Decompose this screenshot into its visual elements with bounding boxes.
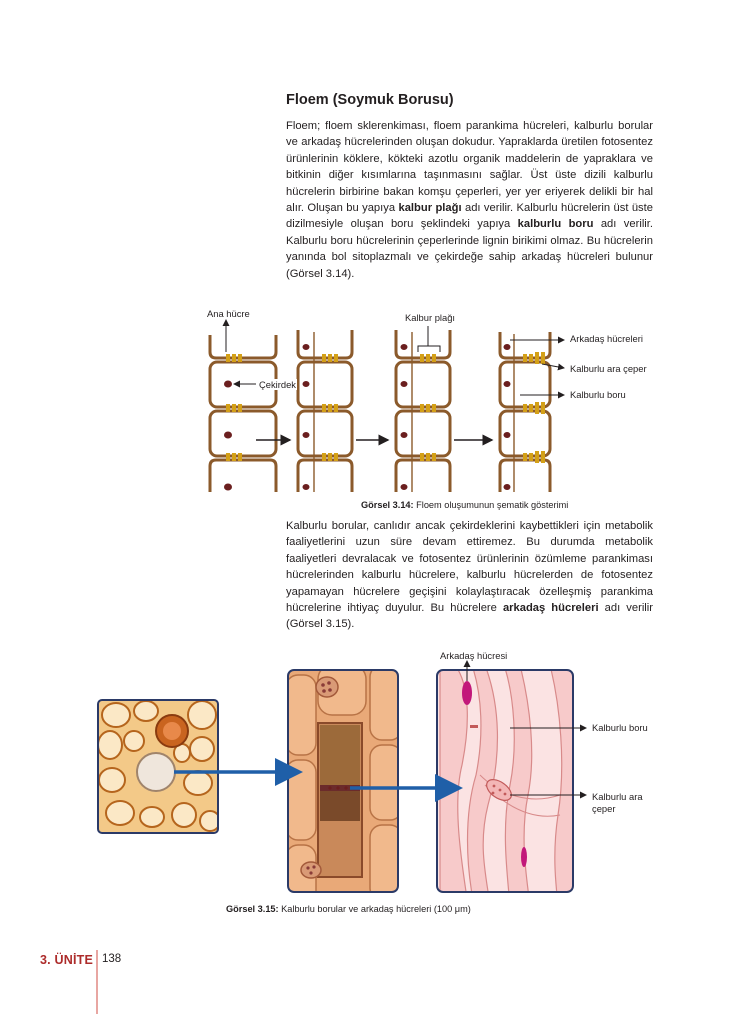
p2-term-arkadas-hucreleri: arkadaş hücreleri: [502, 602, 599, 615]
label-kalburlu-boru-2: Kalburlu boru: [592, 722, 648, 733]
stage-2-plates: [322, 354, 338, 461]
figure-3-14-caption: [361, 500, 568, 510]
sieve-tube-3d-image: [286, 665, 402, 900]
stage-1-nuclei: [224, 381, 232, 491]
stage-3-nuclei: [401, 344, 408, 490]
page-number: 138: [102, 953, 122, 965]
label-kalburlu-ara-line2: çeper: [592, 803, 616, 814]
micrograph-image: [98, 700, 220, 833]
label-cekirdek: Çekirdek: [259, 379, 296, 390]
p1-term-kalburlu-boru: kalburlu boru: [517, 218, 594, 231]
p1-text-1: Floem; floem sklerenkiması, floem parankima hücreleri, kalburlu borular ve arkadaş hücrelerinden oluşan dokudur. Yapraklarda üretilen fotosentez ürünlerinin köklere, kökteki azotlu organik maddelerin de yapraklara ve bitkinin diğer kısımlarına taşınmasını sağlar. Üst üste dizili kalburlu hücrelerin birbirine bakan komşu çeperleri, yer yer eriyerek delikli bir hal alır. Oluşan bu yapıya: [286, 120, 653, 215]
stage-1-column: [210, 335, 276, 492]
companion-cell-drawing-image: [437, 665, 576, 900]
p1-text-2: adı verilir. Kalburlu hücrelerin üst üste dizilmesiyle oluşan boru şeklindeki yapıya: [286, 202, 653, 231]
p2-text-2: adı verilir (Görsel 3.15).: [286, 602, 653, 631]
paragraph-arkadas-hucreleri: [286, 518, 653, 633]
figure-3-15-images: [90, 645, 690, 900]
p2-text-1: Kalburlu borular, canlıdır ancak çekirdeklerini kaybettikleri için metabolik faaliyetlerini uzun süre devam ettiremez. Bu durumda metabolik faaliyetleri devralacak ve fotosentez ürünlerinin özümleme parankiması hücrelerinden kalburlu hücrelere, kalburlu hücrelerden de fotosentez yapamayan hücrelere geçişini kolaylaştıracak özelleşmiş parankima hücrelerine ihtiyaç duyulur. Bu hücrelere: [286, 520, 653, 615]
figure-3-15-caption-text: Kalburlu borular ve arkadaş hücreleri (100 μm): [278, 904, 471, 914]
label-kalburlu-boru: Kalburlu boru: [570, 389, 626, 400]
page-margin-line: [96, 950, 98, 1014]
label-arkadas-hucresi: Arkadaş hücresi: [440, 650, 508, 661]
figure-3-15-caption: [226, 904, 471, 914]
unit-label: 3. ÜNİTE: [40, 953, 93, 967]
label-kalbur-plagi: Kalbur plağı: [405, 312, 456, 323]
kalbur-plagi-pointer: [418, 326, 440, 352]
stage-2-nuclei: [303, 344, 310, 490]
label-kalburlu-ara-ceper: Kalburlu ara çeper: [570, 363, 647, 374]
p1-term-kalbur-plagi: kalbur plağı: [398, 202, 462, 215]
stage-3-plates: [420, 354, 436, 461]
stage-4-nuclei: [504, 344, 511, 490]
figure-3-15-caption-label: Görsel 3.15:: [226, 904, 279, 914]
label-kalburlu-ara-line1: Kalburlu ara: [592, 791, 643, 802]
figure-3-14-caption-text: Floem oluşumunun şematik gösterimi: [413, 500, 569, 510]
label-ana-hucre: Ana hücre: [207, 308, 250, 319]
section-title: Floem (Soymuk Borusu): [286, 92, 454, 108]
paragraph-floem: [286, 118, 653, 282]
stage-1-plates: [226, 354, 242, 461]
label-arkadas-hucreleri: Arkadaş hücreleri: [570, 333, 643, 344]
p1-text-3: adı verilir. Kalburlu boru hücrelerinin çeperlerinde lignin birikimi olmaz. Bu hücrelerin yanında bol sitoplazmalı ve çekirdeğe sahip arkadaş hücreleri bulunur (Görsel 3.14).: [286, 218, 654, 280]
figure-3-14-caption-label: Görsel 3.14:: [361, 500, 414, 510]
